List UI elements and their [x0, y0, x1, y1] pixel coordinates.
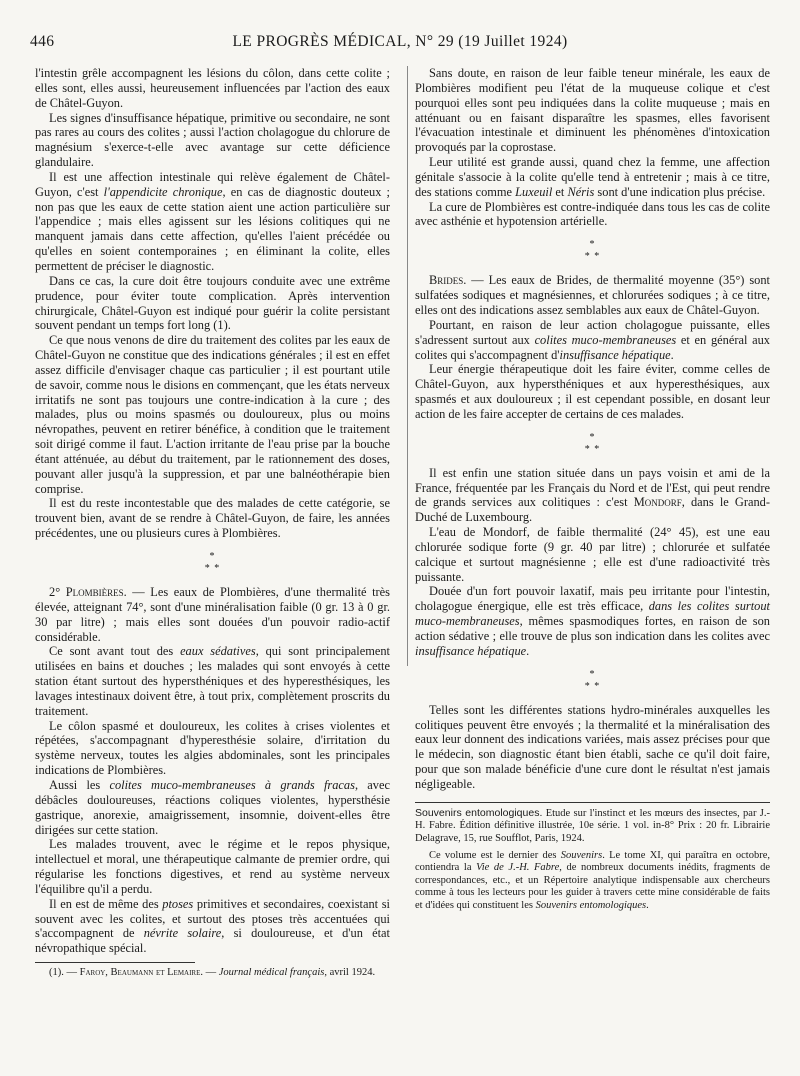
column-divider — [407, 66, 408, 666]
paragraph: Il est du reste incontestable que des malades de cette catégorie, se trouvent bien, avant de se rendre à Châtel-Guyon, de faire, les années précédentes, une ou plusieurs cures à Plombières. — [35, 496, 390, 541]
running-head: LE PROGRÈS MÉDICAL, N° 29 (19 Juillet 1924) — [232, 33, 568, 50]
section-separator: * * * — [584, 239, 601, 263]
paragraph: Aussi les colites muco-membraneuses à grands fracas, avec débâcles douloureuses, réactions coliques violentes, hypersthésie gastrique, anorexie, amaigrissement, insomnie, doivent-elles être dirigées sur cette station. — [35, 777, 390, 837]
footnote: (1). — Faroy, Beaumann et Lemaire. — Journal médical français, avril 1924. — [49, 967, 376, 979]
paragraph: Leur énergie thérapeutique doit les faire éviter, comme celles de Châtel-Guyon, aux hypersthéniques et aux hyperesthésiques, aux spasmés et aux douloureux ; il est cependant possible, en dosant leur action de les faire accepter de certains de ces malades. — [415, 362, 770, 421]
review-citation: Souvenirs entomologiques. Etude sur l'instinct et les mœurs des insectes, par J.-H. Fabre. Édition définitive illustrée, 10e série. 1 vol. in-8° Prix : 20 fr. Librairie Delagrave, 15, rue Soufflot, Paris, 1924. — [415, 806, 770, 844]
paragraph: Leur utilité est grande aussi, quand chez la femme, une affection génitale s'associe à la colite qu'elle tend à entretenir ; mais à ce titre, des stations comme Luxeuil et Néris sont d'une indication plus précise. — [415, 155, 770, 199]
paragraph: Ce sont avant tout des eaux sédatives, qui sont principalement utilisées en bains et douches ; les malades qui sont envoyés à cette station étant surtout des hypersthéniques et des hyperesthésiques, les lavages intestinaux doivent être, à tout prix, complètement proscrits du traitement. — [35, 644, 390, 718]
paragraph: Telles sont les différentes stations hydro-minérales auxquelles les colitiques peuvent être envoyés ; la thermalité et la minéralisation des eaux leur donnent des indications variées, mais assez précises pour que le médecin, son diagnostic étant bien établi, sache ce qu'il doit faire, pour que son malade bénéficie d'une cure dont le résultat n'est jamais négligeable. — [415, 702, 770, 791]
paragraph: Il est une affection intestinale qui relève également de Châtel-Guyon, c'est l'appendicite chronique, en cas de diagnostic douteux ; non pas que les eaux de cette station aient une action particulière sur l'appendice ; mais elles agissent sur les lésions colitiques qui ne manquent jamais dans cette affection, qu'elles l'aient précédée ou qu'elles en soient contemporaines ; en éliminant la colite, elles permettent de préciser le diagnostic. — [35, 169, 391, 273]
paragraph: Le côlon spasmé et douloureux, les colites à crises violentes et répétées, s'accompagnant d'hyperesthésie solaire, d'irritation du système nerveux, toutes les algies abdominales, sont les principales indications de Plombières. — [35, 718, 390, 778]
paragraph: Pourtant, en raison de leur action cholagogue puissante, elles s'adressent surtout aux colites muco-membraneuses et en général aux colites qui s'accompagnent d'insuffisance hépatique. — [415, 317, 770, 362]
paragraph: Douée d'un fort pouvoir laxatif, mais peu irritante pour l'intestin, cholagogue énergique, elle est très efficace, dans les colites surtout muco-membraneuses, mêmes spasmodiques fortes, en raison de son action sédative ; elle trouve de plus son indication dans les colites avec insuffisance hépatique. — [415, 584, 770, 658]
paragraph: Ce que nous venons de dire du traitement des colites par les eaux de Châtel-Guyon ne constitue que des indications générales ; il est en effet assez difficile d'envisager chaque cas particulier ; il est pourtant utile de savoir, comme nous le disions en commençant, que les états nerveux irritatifs ne sont pas toujours une contre-indication à la cure ; des malades, plus ou moins spasmés ou douloureux, plus ou moins névropathes, peuvent en retirer bénéfice, à condition que le traitement soit dirigé comme il faut. L'action irritante de l'eau prise par la bouche étant atténuée, au début du traitement, par le rationnement des doses, pouvant aller jusqu'à la suppression, et par une balnéothérapie bien comprise. — [35, 333, 390, 496]
paragraph: Il est enfin une station située dans un pays voisin et ami de la France, fréquentée par les Français du Nord et de l'Est, qui peut rendre de grands services aux colitiques : c'est Mondorf, dans le Grand-Duché de Luxembourg. — [415, 465, 771, 525]
paragraph: Sans doute, en raison de leur faible teneur minérale, les eaux de Plombières modifient peu l'état de la muqueuse colique et c'est pourquoi elles sont peu indiquées dans la colite muqueuse ; mais en atténuant ou en faisant disparaître les spasmes, elles favorisent l'évacuation intestinale et diminuent les phénomènes d'intoxication provoqués par la coprostase. — [415, 66, 770, 155]
review-divider — [415, 802, 770, 803]
paragraph: Les signes d'insuffisance hépatique, primitive ou secondaire, ne sont pas rares au cours des colites ; aussi l'action cholagogue du chlorure de magnésium s'exerce-t-elle avec avantage sur cette déficience glandulaire. — [35, 110, 390, 170]
review-title: Souvenirs entomologiques. — [415, 806, 543, 819]
page-number: 446 — [30, 33, 55, 50]
paragraph: La cure de Plombières est contre-indiquée dans tous les cas de colite avec asthénie et hypotension artérielle. — [415, 199, 770, 229]
footnote-divider — [35, 962, 195, 963]
left-column — [35, 66, 390, 979]
paragraph: Dans ce cas, la cure doit être toujours conduite avec une extrême prudence, pour éviter toute complication. Après intervention chirurgicale, Châtel-Guyon est indiqué pour guérir la colite persistant souvent pendant un temps fort long (1). — [35, 273, 390, 333]
book-review — [415, 807, 770, 913]
page-header — [30, 33, 770, 53]
right-column — [415, 66, 770, 913]
section-separator: * * * — [204, 551, 221, 574]
paragraph: Brides. — Les eaux de Brides, de thermalité moyenne (35°) sont sulfatées sodiques et magnésiennes, et chlorurées sodiques ; à ce titre, elles ont des indications assez semblables aux eaux de Châtel-Guyon. — [415, 273, 770, 317]
section-separator: * * * — [584, 431, 601, 455]
paragraph: l'intestin grêle accompagnent les lésions du côlon, dans cette colite ; elles sont, elles aussi, heureusement influencées par l'action des eaux de Châtel-Guyon. — [35, 66, 390, 110]
section-separator: * * * — [584, 668, 601, 692]
review-body: Ce volume est le dernier des Souvenirs. Le tome XI, qui paraîtra en octobre, contiendra la Vie de J.-H. Fabre, de nombreux documents inédits, fragments de correspondances, etc., et un Répertoire analytique indispensable aux chercheurs comme à tous les lecteurs pour les guider à travers cette mine considérable de faits et d'idées qui constituent les Souvenirs entomologiques. — [415, 849, 770, 911]
paragraph: Il en est de même des ptoses primitives et secondaires, coexistant si souvent avec les colites, et surtout des ptoses très accentuées qui s'accompagnent de névrite solaire, si douloureuse, et d'un état névropathique spécial. — [35, 896, 390, 956]
paragraph: L'eau de Mondorf, de faible thermalité (24° 45), est une eau chlorurée sodique forte (9 gr. 40 par litre) ; chlorurée et sulfatée calcique et surtout magnésienne ; elle est d'une radioactivité très puissante. — [415, 525, 770, 584]
paragraph: 2° Plombières. — Les eaux de Plombières, d'une thermalité très élevée, atteignant 74°, sont d'une minéralisation faible (0 gr. 13 à 0 gr. 30 par litre) ; mais elles sont douées d'un pouvoir radio-actif considérable. — [35, 585, 391, 644]
paragraph: Les malades trouvent, avec le régime et le repos physique, intellectuel et moral, une thérapeutique calmante de premier ordre, qui régularise les fonctions digestives, et rend au système nerveux l'équilibre qu'il a perdu. — [35, 837, 390, 896]
